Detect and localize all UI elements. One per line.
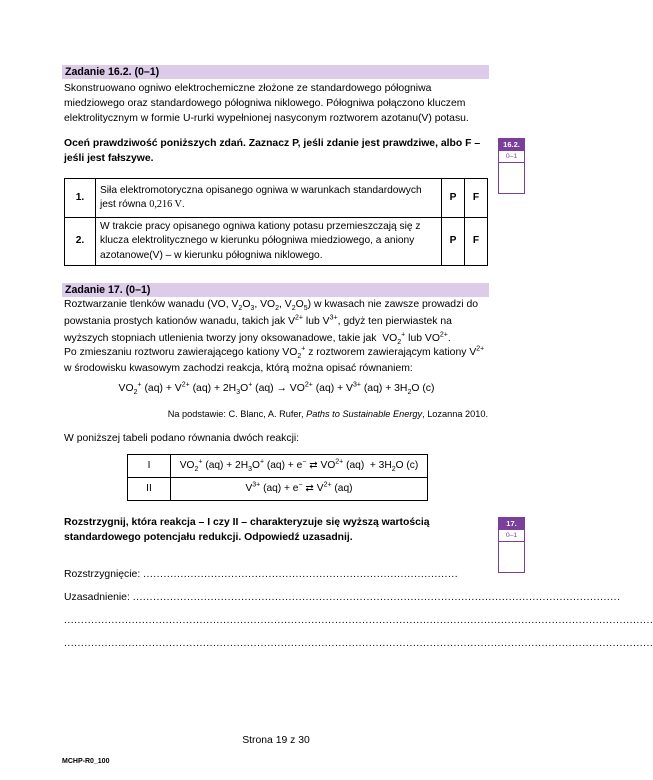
statement-text: Siła elektromotoryczna opisanego ogniwa w warunkach standardowych jest równa 0,216 V. — [96, 179, 442, 218]
true-option[interactable]: P — [442, 218, 465, 266]
score-box-points: 0–1 — [499, 530, 524, 542]
answer-line[interactable]: .............................................................................................................................................................................. — [64, 615, 653, 626]
statement-number: 1. — [65, 179, 96, 218]
statement-text: W trakcie pracy opisanego ogniwa kationy potasu przemieszczają się z klucza elektrolitycznego w kierunku półogniwa miedziowego, a aniony azotanowe(V) – w kierunku półogniwa niklowego. — [96, 218, 442, 266]
source-title: Paths to Sustainable Energy — [306, 409, 423, 419]
false-option[interactable]: F — [465, 179, 488, 218]
task-16-2-intro: Skonstruowano ogniwo elektrochemiczne złożone ze standardowego półogniwa miedziowego oraz standardowego półogniwa niklowego. Półogniwa połączono kluczem elektrolitycznym w formie U-rurki wypełnionej nasyconym roztworem azotanu(V) potasu. — [64, 83, 469, 125]
table-row — [128, 478, 428, 501]
exam-code: MCHP-R0_100 — [62, 758, 110, 765]
page-number: Strona 19 z 30 — [242, 735, 310, 746]
task-17-score-box — [498, 517, 525, 573]
true-false-table — [64, 178, 488, 266]
task-17-instruction: Rozstrzygnij, która reakcja – I czy II – charakteryzuje się wyższą wartością standardowego potencjału redukcji. Odpowiedź uzasadnij. — [64, 517, 430, 544]
task-16-2-score-box — [498, 138, 525, 194]
task-17-header: Zadanie 17. (0–1) — [62, 283, 489, 297]
justification-label: Uzasadnienie: — [64, 592, 130, 603]
task-16-2-header: Zadanie 16.2. (0–1) — [62, 65, 489, 79]
reaction-label: I — [128, 455, 171, 478]
false-option[interactable]: F — [465, 218, 488, 266]
decision-label: Rozstrzygnięcie: — [64, 569, 141, 580]
true-option[interactable]: P — [442, 179, 465, 218]
source-prefix: Na podstawie: C. Blanc, A. Rufer, — [167, 409, 307, 419]
answer-line[interactable]: .............................................................................................................................................................................. — [64, 638, 653, 649]
score-box-number: 16.2. — [499, 139, 524, 151]
score-box-points: 0–1 — [499, 151, 524, 163]
reaction-equation-i: $VO_2^+$ $(aq) + 2H_3O^+$ (aq) + e− ⇄ $VO^{2+}$ $(aq) + 3H_2O$ (c) — [171, 455, 428, 478]
reaction-equation: $VO_2^+$ $(aq) + V^{2+}$ $(aq) + 2H_3O^+$ $(aq) \to VO^{2+}$ $(aq) + V^{3+}$ $(aq) + 3H_2O$ (c) — [118, 381, 435, 397]
dotted-line: ................................................................................................................................................ — [132, 592, 621, 603]
justification-line[interactable] — [64, 590, 621, 605]
task-17-para-1: Roztwarzanie tlenków wanadu (VO, $V_2O_3$, $VO_2$, $V_2O_5$) w kwasach nie zawsze prowadzi do powstania prostych kationów wanadu, takich jak $V^{2+}$ lub $V^{3+}$, gdyż ten pierwiastek na wyższych stopniach utlenienia tworzy jony oksowanadowe, takie jak $VO_2^+$ lub $VO^{2+}$. — [64, 299, 479, 346]
task-17-para-2: Po zmieszaniu roztworu zawierającego kationy $VO_2^+$ z roztworem zawierającym kationy $V^{2+}$ w środowisku kwasowym zachodzi reakcja, którą można opisać równaniem: — [64, 345, 485, 375]
dotted-line: ............................................................................................. — [143, 569, 459, 580]
decision-answer-line[interactable] — [64, 567, 459, 582]
score-box-number: 17. — [499, 518, 524, 530]
task-16-2-instruction: Oceń prawdziwość poniższych zdań. Zaznacz P, jeśli zdanie jest prawdziwe, albo F – jeśli jest fałszywe. — [64, 138, 481, 165]
source-citation — [64, 408, 488, 421]
reactions-table — [127, 454, 428, 501]
reaction-label: II — [128, 478, 171, 501]
table-row — [65, 179, 488, 218]
table-row — [65, 218, 488, 266]
source-suffix: , Lozanna 2010. — [422, 409, 488, 419]
statement-number: 2. — [65, 218, 96, 266]
reaction-equation-ii: $V^{3+}$ (aq) + e− ⇄ $V^{2+}$ (aq) — [171, 478, 428, 501]
table-row — [128, 455, 428, 478]
table-intro: W poniższej tabeli podano równania dwóch reakcji: — [64, 433, 300, 444]
